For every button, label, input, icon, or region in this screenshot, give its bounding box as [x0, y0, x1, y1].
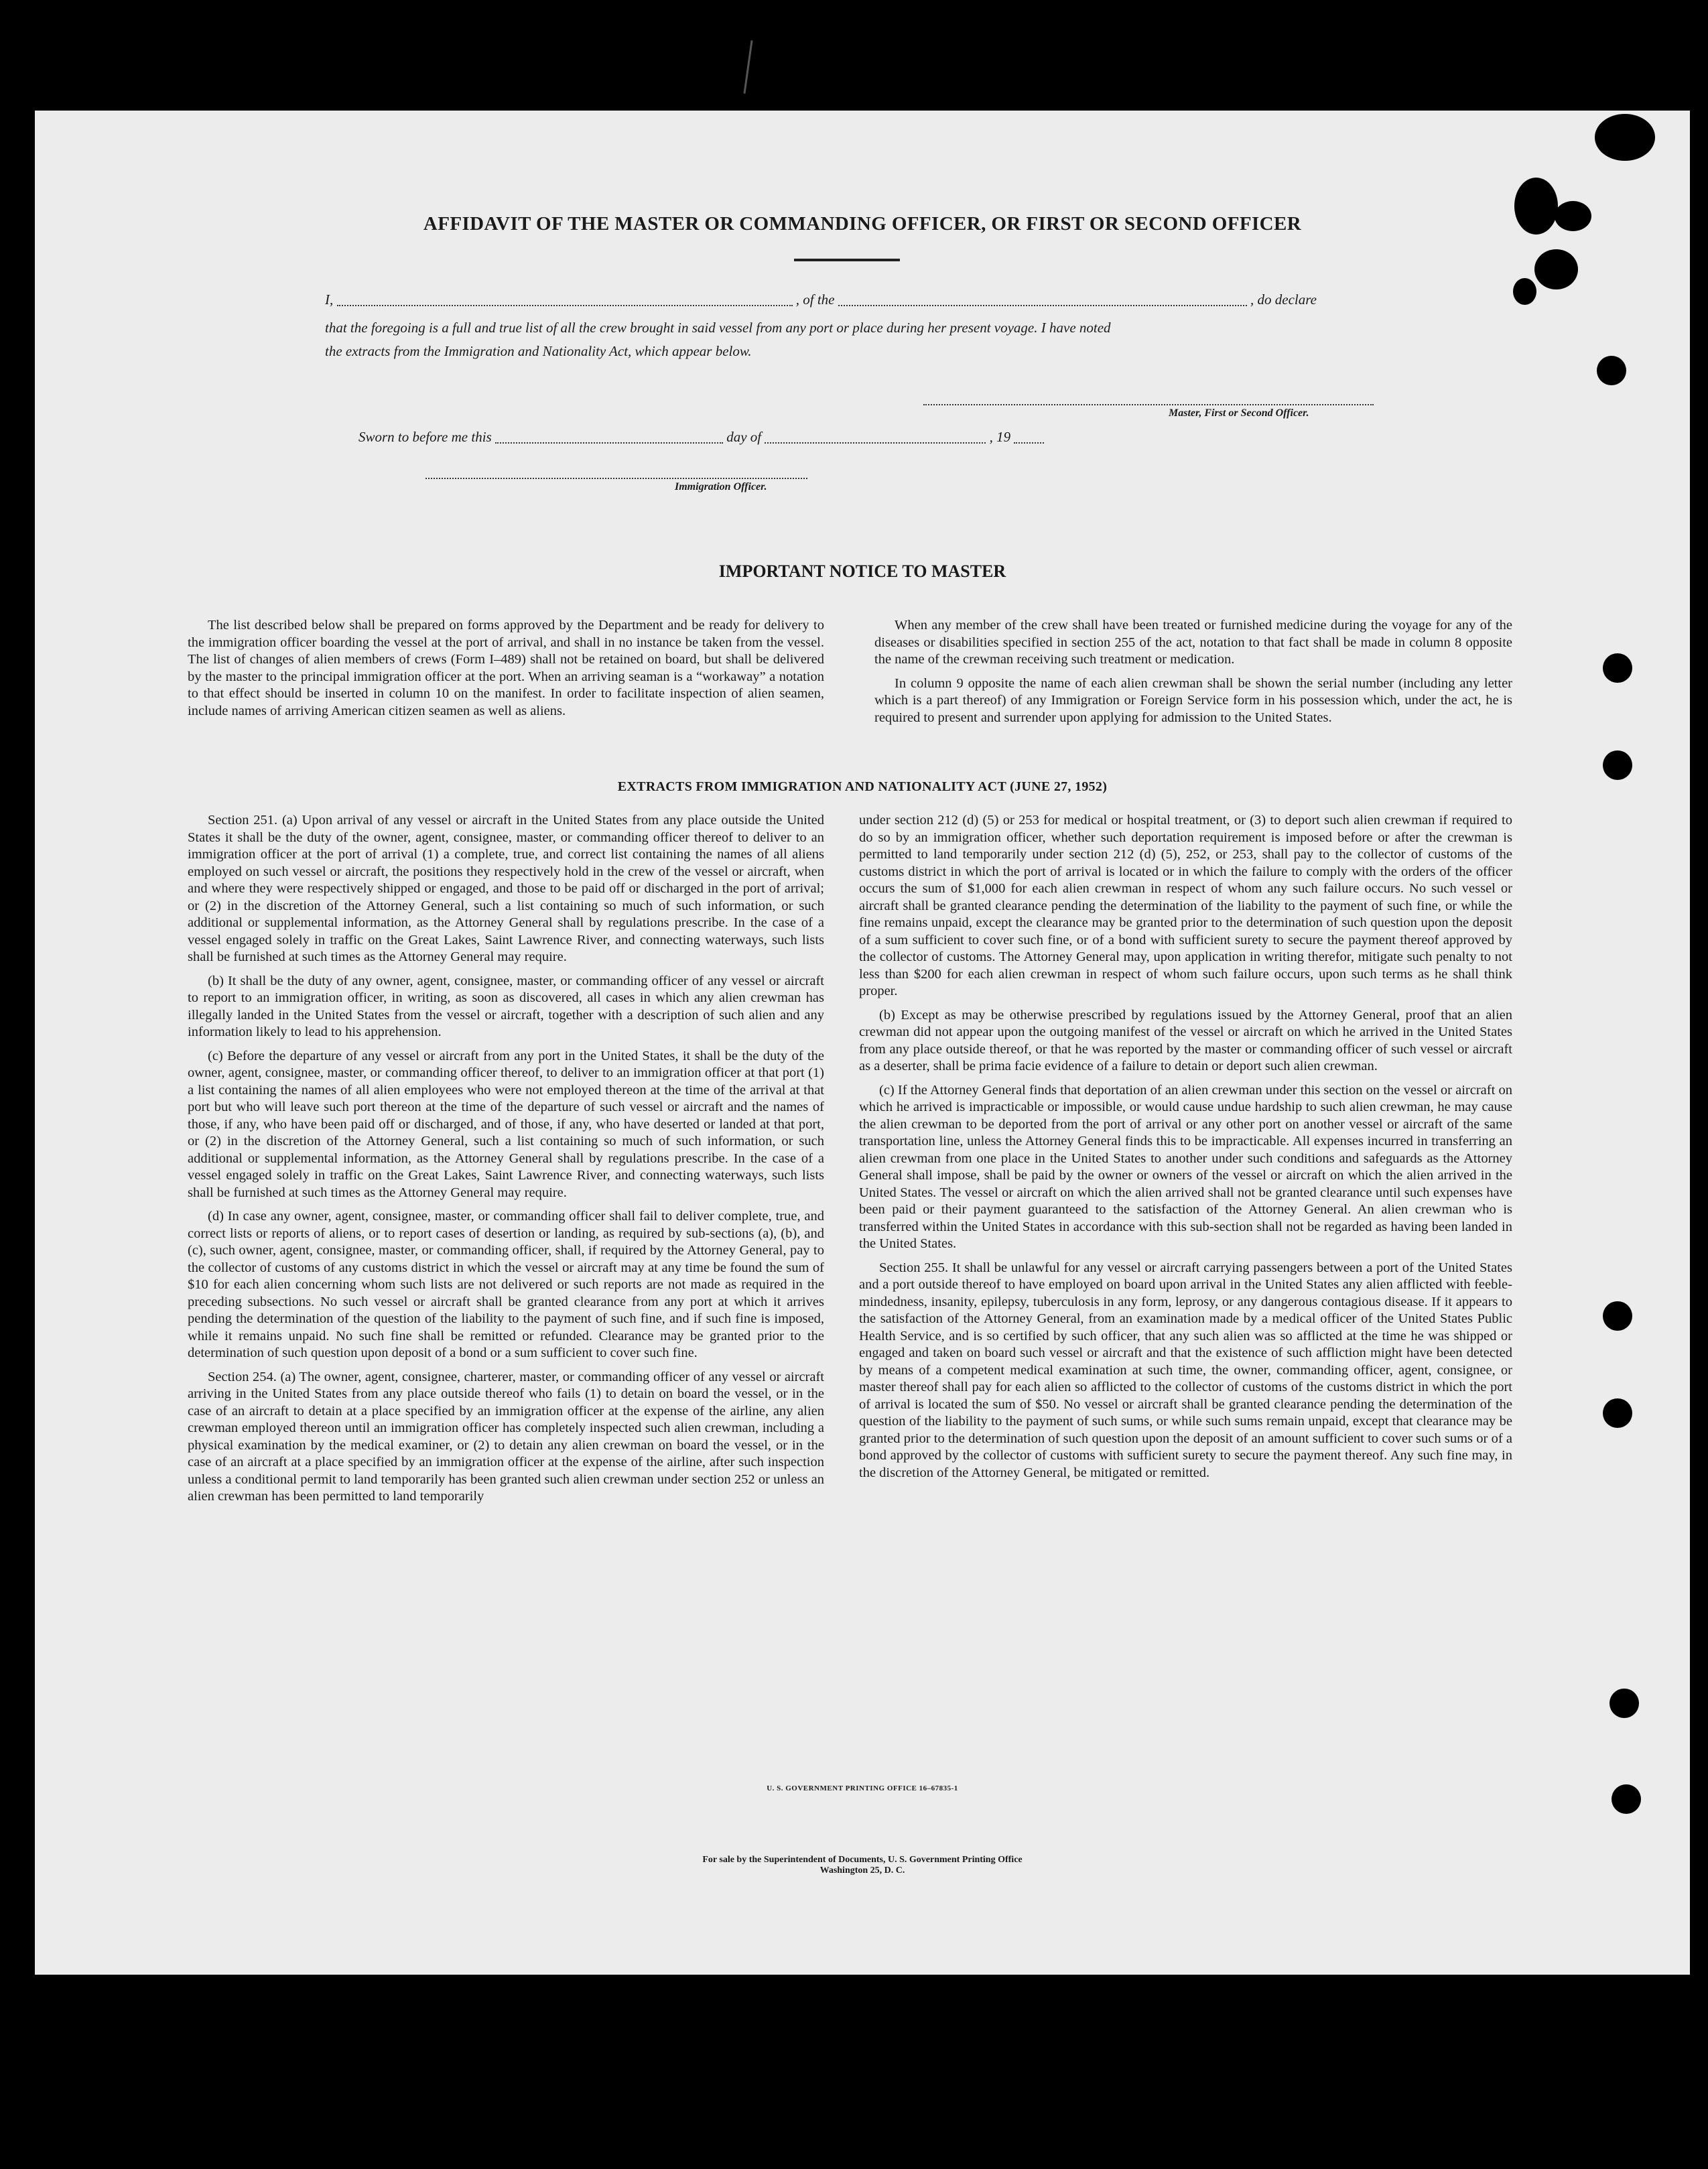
torn-edge-blot — [1513, 278, 1536, 305]
punch-hole — [1603, 1398, 1632, 1428]
extract-paragraph: Section 251. (a) Upon arrival of any vessel or aircraft in the United States from any place outside the United States it shall be the duty of the owner, agent, consignee, master, or commanding officer thereof to deliver to an immigration officer at the port of arrival (1) a complete, true, and correct list containing the names of all aliens employed on such vessel or aircraft, the positions they respectively hold in the crew of the vessel or aircraft, when and where they were respectively shipped or engaged, and those to be paid off or discharged in the port of arrival; or (2) in the discretion of the Attorney General, such a list containing so much of such information, or such additional or supplemental information, as the Attorney General shall by regulations prescribe. In the case of a vessel engaged solely in traffic on the Great Lakes, Saint Lawrence River, and connecting waterways, such lists shall be furnished at such times as the Attorney General may require. — [188, 813, 824, 964]
extract-paragraph: (c) Before the departure of any vessel or aircraft from any port in the United States, it shall be the duty of the owner, agent, consignee, master, or commanding officer thereof, to deliver to an immigration officer at that port (1) a list containing the names of all alien employees who were not employed thereon at the time of the arrival at that port but who will leave such port thereon at the time of the departure of such vessel or aircraft and the names of those, if any, who have been paid off or discharged, and of those, if any, who have deserted or landed at that port, or (2) in the discretion of the Attorney General, such a list containing so much of such information, or such additional or supplemental information, as the Attorney General shall by regulations prescribe. In the case of a vessel engaged solely in traffic on the Great Lakes, Saint Lawrence River, and connecting waterways, such lists shall be furnished at such times as the Attorney General may require. — [188, 1048, 824, 1200]
extracts-right-column — [859, 812, 1512, 1488]
extract-paragraph: (d) In case any owner, agent, consignee, master, or commanding officer shall fail to deliver complete, true, and correct lists or reports of aliens, or to report cases of desertion or landing, as required by sub-sections (a), (b), and (c), such owner, agent, consignee, master, or commanding officer, shall, if required by the Attorney General, pay to the collector of customs of any customs district in which the vessel or aircraft may at any time be found the sum of $10 for each alien concerning whom such lists are not delivered or such reports are not made as required in the preceding subsections. No such vessel or aircraft shall be granted clearance from any port at which it arrives pending the determination of the question of the liability to the payment of such fine, and if such fine is imposed, while it remains unpaid. No such fine shall be remitted or refunded. Clearance may be granted prior to the determination of such question upon deposit of a bond or a sum sufficient to cover such fine. — [188, 1209, 824, 1360]
title-rule — [794, 259, 900, 261]
torn-edge-blot — [1555, 201, 1591, 231]
notice-left-column — [188, 617, 824, 726]
affidavit-title: AFFIDAVIT OF THE MASTER OR COMMANDING OFFICER, OR FIRST OR SECOND OFFICER — [423, 213, 1302, 235]
master-signature-line[interactable] — [923, 404, 1374, 405]
punch-hole — [1603, 653, 1632, 683]
notice-paragraph: In column 9 opposite the name of each alien crewman shall be shown the serial number (including any letter which is a part thereof) of any Immigration or Foreign Service form in his possession which, under the act, he is required to present and surrender upon applying for admission to the United States. — [874, 675, 1512, 725]
officer-signature-line[interactable] — [425, 478, 807, 479]
of-the-label: , of the — [795, 291, 835, 308]
notice-paragraph: When any member of the crew shall have been treated or furnished medicine during the voyage for any of the diseases or disabilities specified in section 255 of the act, notation to that fact shall be made in column 8 opposite the name of the crewman receiving such treatment or medication. — [874, 618, 1512, 667]
sworn-line — [358, 429, 1163, 446]
day-of-label: day of — [726, 429, 762, 445]
extract-paragraph: Section 255. It shall be unlawful for any vessel or aircraft carrying passengers between a port of the United States and a port outside thereof to have employed on board upon arrival in the United States any alien afflicted with feeble-mindedness, insanity, epilepsy, tuberculosis in any form, leprosy, or any dangerous contagious disease. If it appears to the satisfaction of the Attorney General, from an examination made by a medical officer of the United States Public Health Service, and is so certified by such officer, that any such alien was so afflicted at the time he was shipped or engaged and taken on board such vessel or aircraft and that the existence of such affliction might have been detected by means of a competent medical examination at such time, the owner, commanding officer, agent, consignee, or master thereof shall pay for each alien so afflicted to the collector of customs of the customs district in which the port of arrival is located the sum of $50. No vessel or aircraft shall be granted clearance pending the determination of the question of the liability to the payment of such sums, or while such sums remain unpaid, except that clearance may be granted prior to the determination of such question upon the deposit of an amount sufficient to cover such sums or of a bond approved by the collector of customs with sufficient surety to secure the payment thereof. Any such fine may, in the discretion of the Attorney General, be mitigated or remitted. — [859, 1260, 1512, 1480]
notice-paragraph: The list described below shall be prepared on forms approved by the Department and be ready for delivery to the immigration officer boarding the vessel at the port of arrival, and shall in no instance be taken from the vessel. The list of changes of alien members of crews (Form I–489) shall not be retained on board, but shall be delivered by the master to the principal immigration officer at the port. When an arriving seaman is a “workaway” a notation to that effect should be inserted in column 10 on the manifest. In order to facilitate inspection of alien seamen, include names of arriving American citizen seamen as well as aliens. — [188, 618, 824, 718]
declarant-name-field[interactable] — [337, 295, 793, 306]
do-declare-label: , do declare — [1250, 291, 1317, 308]
punch-hole — [1610, 1689, 1639, 1718]
extract-paragraph: Section 254. (a) The owner, agent, consignee, charterer, master, or commanding officer of any vessel or aircraft arriving in the United States from any place outside thereof who fails (1) to detain on board the vessel, or in the case of an aircraft to detain at a place specified by an immigration officer at the expense of the airline, any alien crewman employed thereon until an immigration officer has completely inspected such alien crewman, including a physical examination by the medical examiner, or (2) to detain any alien crewman on board the vessel, or in the case of an aircraft at a place specified by an immigration officer at the expense of the airline, after such inspection unless a conditional permit to land temporarily has been granted such alien crewman under section 252 or unless an alien crewman has been permitted to land temporarily — [188, 1369, 824, 1504]
extract-paragraph: (c) If the Attorney General finds that deportation of an alien crewman under this section on the vessel or aircraft on which he arrived is impracticable or impossible, or would cause undue hardship to such alien crewman, he may cause the alien crewman to be deported from the port of arrival or any other port on another vessel or aircraft of the same transportation line, unless the Attorney General finds this to be impracticable. All expenses incurred in transferring an alien crewman from one place in the United States to another under such conditions and safeguards as the Attorney General shall impose, shall be paid by the owner or owners of the vessel or aircraft on which the alien arrived in the United States. The vessel or aircraft on which the alien arrived shall not be granted clearance until such expenses have been paid or their payment guaranteed to the satisfaction of the Attorney General. An alien crewman who is transferred within the United States in accordance with this sub-section shall not be regarded as having been landed in the United States. — [859, 1082, 1512, 1251]
sworn-label: Sworn to before me this — [358, 429, 492, 445]
extracts-left-column — [188, 812, 824, 1512]
punch-hole — [1612, 1784, 1641, 1814]
torn-edge-blot — [1514, 178, 1558, 235]
printing-office-imprint: U. S. GOVERNMENT PRINTING OFFICE 16–67835-1 — [767, 1784, 958, 1792]
officer-signature-caption: Immigration Officer. — [675, 481, 767, 492]
extract-paragraph: under section 212 (d) (5) or 253 for medical or hospital treatment, or (3) to deport such alien crewman if required to do so by an immigration officer, whether such deportation requirement is imposed before or after the crewman is permitted to land temporarily under section 212 (d) (5), 252, or 253, shall pay to the collector of customs of the customs district in which the port of arrival is located or in which the failure to comply with the orders of the officer occurs the sum of $1,000 for each alien crewman in respect of whom any such failure occurs. No such vessel or aircraft shall be granted clearance pending the determination of the liability to the payment of such fine, or while the fine remains unpaid, except the clearance may be granted prior to the determination of such question upon the deposit of a sum sufficient to cover such fine, or of a bond with sufficient surety to secure the payment thereof approved by the collector of customs. The Attorney General may, upon application in writing therefor, mitigate such penalty to not less than $200 for each alien crewman in respect of whom such failure occurs, upon such terms as he shall think proper. — [859, 813, 1512, 998]
year-label: , 19 — [989, 429, 1011, 445]
extract-paragraph: (b) It shall be the duty of any owner, agent, consignee, master, or commanding officer of any vessel or aircraft to report to an immigration officer, in writing, as soon as discovered, all cases in which any alien crewman has illegally landed in the United States from the vessel or aircraft, together with a description of such alien and any information likely to lead to his apprehension. — [188, 973, 824, 1039]
punch-hole — [1597, 356, 1626, 385]
notice-right-column — [874, 617, 1512, 733]
vessel-name-field[interactable] — [838, 295, 1247, 306]
notice-title: IMPORTANT NOTICE TO MASTER — [718, 562, 1006, 581]
affidavit-declaration-line — [325, 291, 1377, 308]
affidavit-text-line-2: that the foregoing is a full and true list of all the crew brought in said vessel from any port or place during her present voyage. I have noted — [325, 320, 1111, 336]
torn-edge-blot — [1534, 249, 1578, 289]
sale-notice-line-2: Washington 25, D. C. — [819, 1865, 905, 1876]
torn-edge-blot — [1595, 114, 1655, 161]
affidavit-text-line-3: the extracts from the Immigration and Nationality Act, which appear below. — [325, 343, 752, 359]
sworn-year-field[interactable] — [1014, 433, 1044, 444]
sale-notice-line-1: For sale by the Superintendent of Documents, U. S. Government Printing Office — [702, 1855, 1023, 1865]
punch-hole — [1603, 1301, 1632, 1331]
extracts-title: EXTRACTS FROM IMMIGRATION AND NATIONALITY ACT (JUNE 27, 1952) — [617, 779, 1108, 794]
sworn-day-field[interactable] — [495, 433, 723, 444]
declarant-prefix: I, — [325, 291, 334, 308]
extract-paragraph: (b) Except as may be otherwise prescribed by regulations issued by the Attorney General, proof that an alien crewman did not appear upon the outgoing manifest of the vessel or aircraft on which he arrived in the United States from any place outside thereof, or that he was reported by the master or commanding officer of such vessel or aircraft as a deserter, shall be prima facie evidence of a failure to detain or deport such alien crewman. — [859, 1007, 1512, 1073]
sale-notice — [35, 1855, 1690, 1876]
punch-hole — [1603, 750, 1632, 780]
scan-mark — [743, 40, 752, 94]
sworn-month-field[interactable] — [765, 433, 986, 444]
master-signature-caption: Master, First or Second Officer. — [1169, 407, 1309, 419]
